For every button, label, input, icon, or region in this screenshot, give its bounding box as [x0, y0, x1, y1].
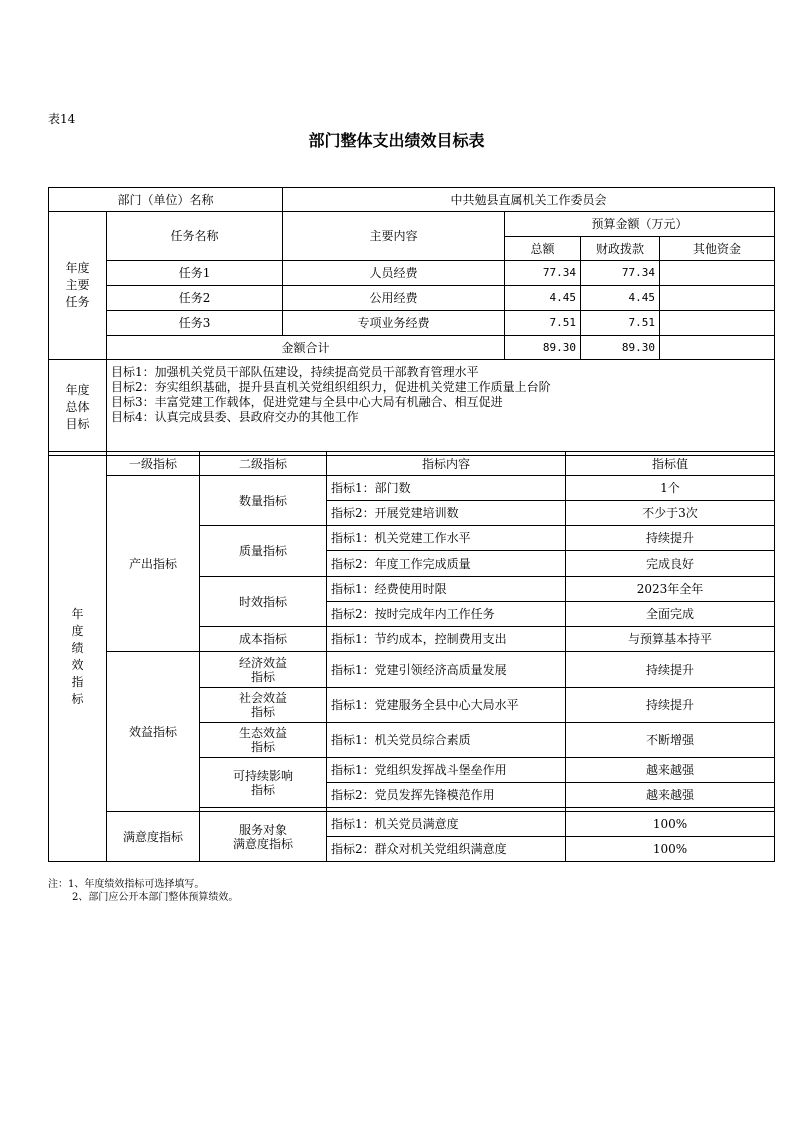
indicator-value: 越来越强 — [566, 783, 775, 808]
indicator-content: 指标1：机关党建工作水平 — [327, 526, 566, 551]
indicator-value: 持续提升 — [566, 688, 775, 723]
task-name: 任务1 — [107, 261, 283, 286]
economic-indicator-label: 经济效益 指标 — [200, 652, 327, 688]
task-other — [660, 286, 775, 311]
footnote-1: 注：1、年度绩效指标可选择填写。 — [48, 879, 205, 890]
task-fiscal: 4.45 — [581, 286, 660, 311]
task-other — [660, 311, 775, 336]
goal-item: 目标2：夯实组织基础，提升县直机关党组织组织力，促进机关党建工作质量上台阶 — [111, 380, 551, 394]
table-row — [49, 652, 775, 688]
task-other — [660, 261, 775, 286]
sum-other — [660, 336, 775, 360]
indicator-content: 指标2：党员发挥先锋模范作用 — [327, 783, 566, 808]
col-budget-amount: 预算金额（万元） — [505, 212, 775, 237]
indicator-content: 指标1：机关党员综合素质 — [327, 723, 566, 758]
ecological-indicator-label: 生态效益 指标 — [200, 723, 327, 758]
goal-item: 目标4：认真完成县委、县政府交办的其他工作 — [111, 410, 359, 424]
indicator-content: 指标2：群众对机关党组织满意度 — [327, 837, 566, 862]
sum-label: 金额合计 — [107, 336, 505, 360]
task-fiscal: 7.51 — [581, 311, 660, 336]
indicator-value: 全面完成 — [566, 602, 775, 627]
indicator-content: 指标2：年度工作完成质量 — [327, 551, 566, 577]
indicator-content: 指标1：经费使用时限 — [327, 577, 566, 602]
indicator-value: 完成良好 — [566, 551, 775, 577]
indicator-content: 指标1：机关党员满意度 — [327, 812, 566, 837]
benefit-indicator-label: 效益指标 — [107, 652, 200, 812]
sum-fiscal: 89.30 — [581, 336, 660, 360]
indicator-value: 100% — [566, 812, 775, 837]
task-name: 任务3 — [107, 311, 283, 336]
indicator-value: 持续提升 — [566, 652, 775, 688]
indicator-value: 2023年全年 — [566, 577, 775, 602]
task-content: 公用经费 — [283, 286, 505, 311]
indicator-value: 持续提升 — [566, 526, 775, 551]
indicator-value: 与预算基本持平 — [566, 627, 775, 652]
col-level1: 一级指标 — [107, 452, 200, 476]
output-indicator-label: 产出指标 — [107, 476, 200, 652]
cost-indicator-label: 成本指标 — [200, 627, 327, 652]
table-number: 表14 — [48, 112, 76, 126]
tasks-section-label: 年度 主要 任务 — [49, 212, 107, 360]
indicator-content: 指标1：节约成本，控制费用支出 — [327, 627, 566, 652]
indicator-content: 指标1：党组织发挥战斗堡垒作用 — [327, 758, 566, 783]
col-fiscal: 财政拨款 — [581, 237, 660, 261]
indicators-section-label: 年 度 绩 效 指 标 — [49, 452, 107, 862]
indicator-value: 100% — [566, 837, 775, 862]
goal-item: 目标3：丰富党建工作载体，促进党建与全县中心大局有机融合、相互促进 — [111, 395, 503, 409]
footnote-2: 2、部门应公开本部门整体预算绩效。 — [72, 892, 239, 903]
task-fiscal: 77.34 — [581, 261, 660, 286]
footnotes — [48, 878, 238, 904]
table-row — [49, 812, 775, 837]
col-level2: 二级指标 — [200, 452, 327, 476]
performance-indicator-table — [48, 451, 775, 862]
task-name: 任务2 — [107, 286, 283, 311]
task-content: 人员经费 — [283, 261, 505, 286]
indicator-content: 指标1：党建引领经济高质量发展 — [327, 652, 566, 688]
col-main-content: 主要内容 — [283, 212, 505, 261]
goals-list — [107, 360, 775, 456]
indicator-value: 不断增强 — [566, 723, 775, 758]
col-indicator-content: 指标内容 — [327, 452, 566, 476]
budget-task-table — [48, 187, 775, 456]
col-other: 其他资金 — [660, 237, 775, 261]
indicator-value: 不少于3次 — [566, 501, 775, 526]
sum-row — [49, 336, 775, 360]
indicator-value: 1个 — [566, 476, 775, 501]
task-content: 专项业务经费 — [283, 311, 505, 336]
sustainable-indicator-label: 可持续影响 指标 — [200, 758, 327, 808]
indicator-value: 越来越强 — [566, 758, 775, 783]
indicator-content: 指标1：部门数 — [327, 476, 566, 501]
table-row — [49, 476, 775, 501]
satisfaction-indicator-label: 满意度指标 — [107, 812, 200, 862]
col-task-name: 任务名称 — [107, 212, 283, 261]
task-total: 7.51 — [505, 311, 581, 336]
goals-section-label: 年度 总体 目标 — [49, 360, 107, 456]
quantity-indicator-label: 数量指标 — [200, 476, 327, 526]
page-title: 部门整体支出绩效目标表 — [308, 131, 485, 150]
col-total: 总额 — [505, 237, 581, 261]
dept-value: 中共勉县直属机关工作委员会 — [283, 188, 775, 212]
sum-total: 89.30 — [505, 336, 581, 360]
indicator-content: 指标2：开展党建培训数 — [327, 501, 566, 526]
timeliness-indicator-label: 时效指标 — [200, 577, 327, 627]
task-total: 77.34 — [505, 261, 581, 286]
col-indicator-value: 指标值 — [566, 452, 775, 476]
quality-indicator-label: 质量指标 — [200, 526, 327, 577]
indicator-content: 指标1：党建服务全县中心大局水平 — [327, 688, 566, 723]
table-row — [49, 286, 775, 311]
social-indicator-label: 社会效益 指标 — [200, 688, 327, 723]
task-total: 4.45 — [505, 286, 581, 311]
goal-item: 目标1：加强机关党员干部队伍建设，持续提高党员干部教育管理水平 — [111, 365, 479, 379]
indicator-content: 指标2：按时完成年内工作任务 — [327, 602, 566, 627]
table-row — [49, 261, 775, 286]
service-indicator-label: 服务对象 满意度指标 — [200, 812, 327, 862]
dept-label: 部门（单位）名称 — [49, 188, 283, 212]
table-row — [49, 311, 775, 336]
